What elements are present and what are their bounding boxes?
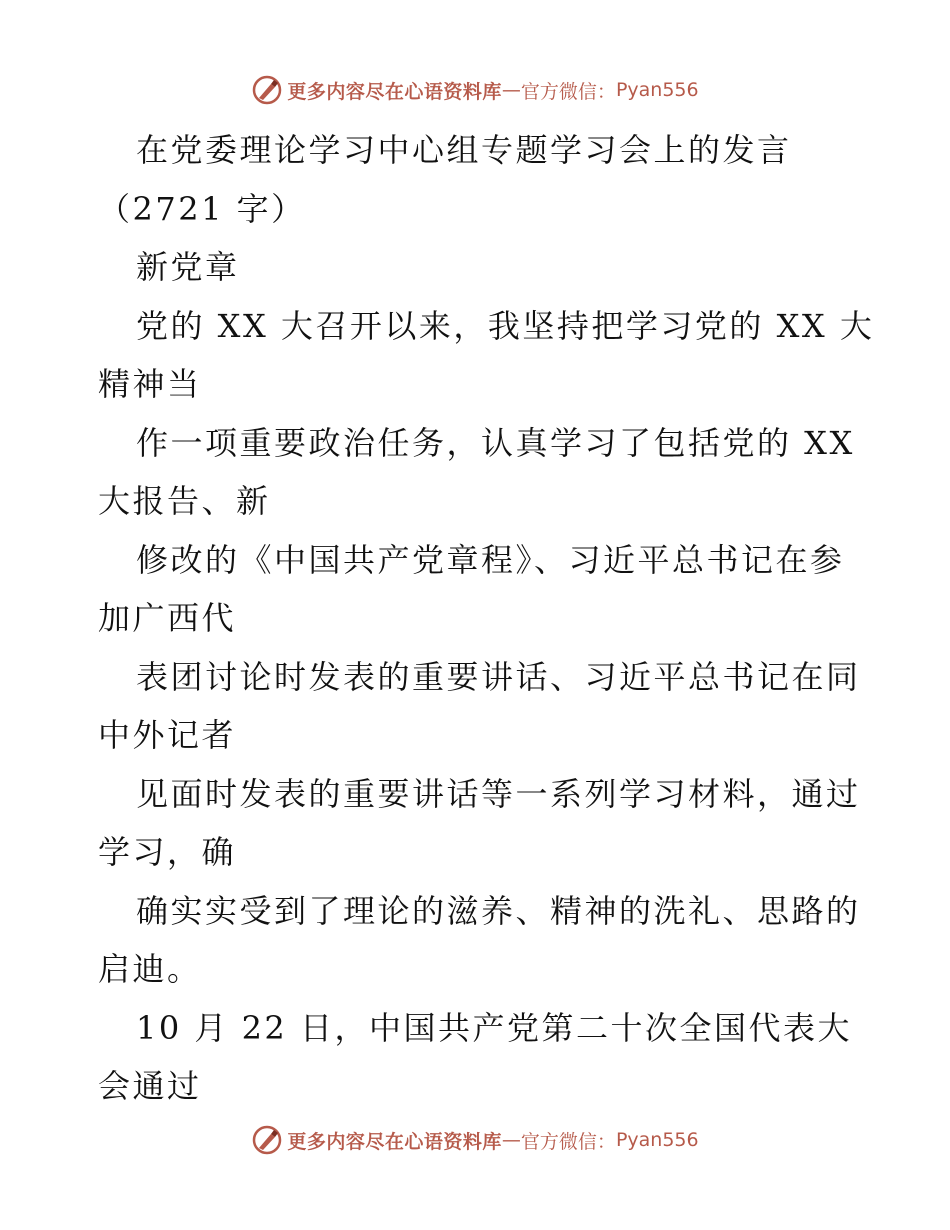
paragraph-line: 会通过 (98, 1067, 202, 1105)
watermark-wechat-id: Pyan556 (615, 1129, 699, 1151)
paragraph-line: 精神当 (98, 365, 202, 403)
header-watermark (0, 70, 950, 110)
paragraph-line: 见面时发表的重要讲话等一系列学习材料，通过 (136, 774, 861, 813)
watermark-text: 更多内容尽在心语资料库 (287, 80, 502, 103)
paragraph-line: 中外记者 (98, 716, 237, 754)
watermark-separator: — (501, 1129, 521, 1151)
pen-logo-icon (251, 1124, 283, 1156)
pen-logo-icon (251, 74, 283, 106)
watermark-text: 更多内容尽在心语资料库 (287, 1130, 502, 1153)
paragraph-line: 表团讨论时发表的重要讲话、习近平总书记在同 (136, 657, 861, 696)
paragraph-line: 修改的《中国共产党章程》、习近平总书记在参 (136, 540, 845, 579)
watermark-wechat-label: 官方微信： (520, 1130, 616, 1153)
paragraph-line: 启迪。 (98, 950, 202, 988)
paragraph-line: 10 月 22 日，中国共产党第二十次全国代表大 (136, 1008, 852, 1047)
paragraph-line: 大报告、新 (98, 482, 271, 520)
paragraph-line: 加广西代 (98, 599, 237, 637)
watermark-wechat-id: Pyan556 (615, 79, 699, 101)
document-body (98, 121, 875, 1116)
footer-watermark (0, 1120, 950, 1160)
section-heading: 新党章 (136, 248, 240, 286)
paragraph-line: 作一项重要政治任务，认真学习了包括党的 XX (136, 423, 855, 462)
document-title: 在党委理论学习中心组专题学习会上的发言 (136, 131, 792, 169)
paragraph-line: 确实实受到了理论的滋养、精神的洗礼、思路的 (136, 891, 861, 930)
paragraph-line: 党的 XX 大召开以来，我坚持把学习党的 XX 大 (136, 306, 875, 345)
watermark-separator: — (501, 79, 521, 101)
word-count: （2721 字） (98, 189, 306, 228)
watermark-wechat-label: 官方微信： (520, 80, 616, 103)
paragraph-line: 学习，确 (98, 833, 237, 871)
